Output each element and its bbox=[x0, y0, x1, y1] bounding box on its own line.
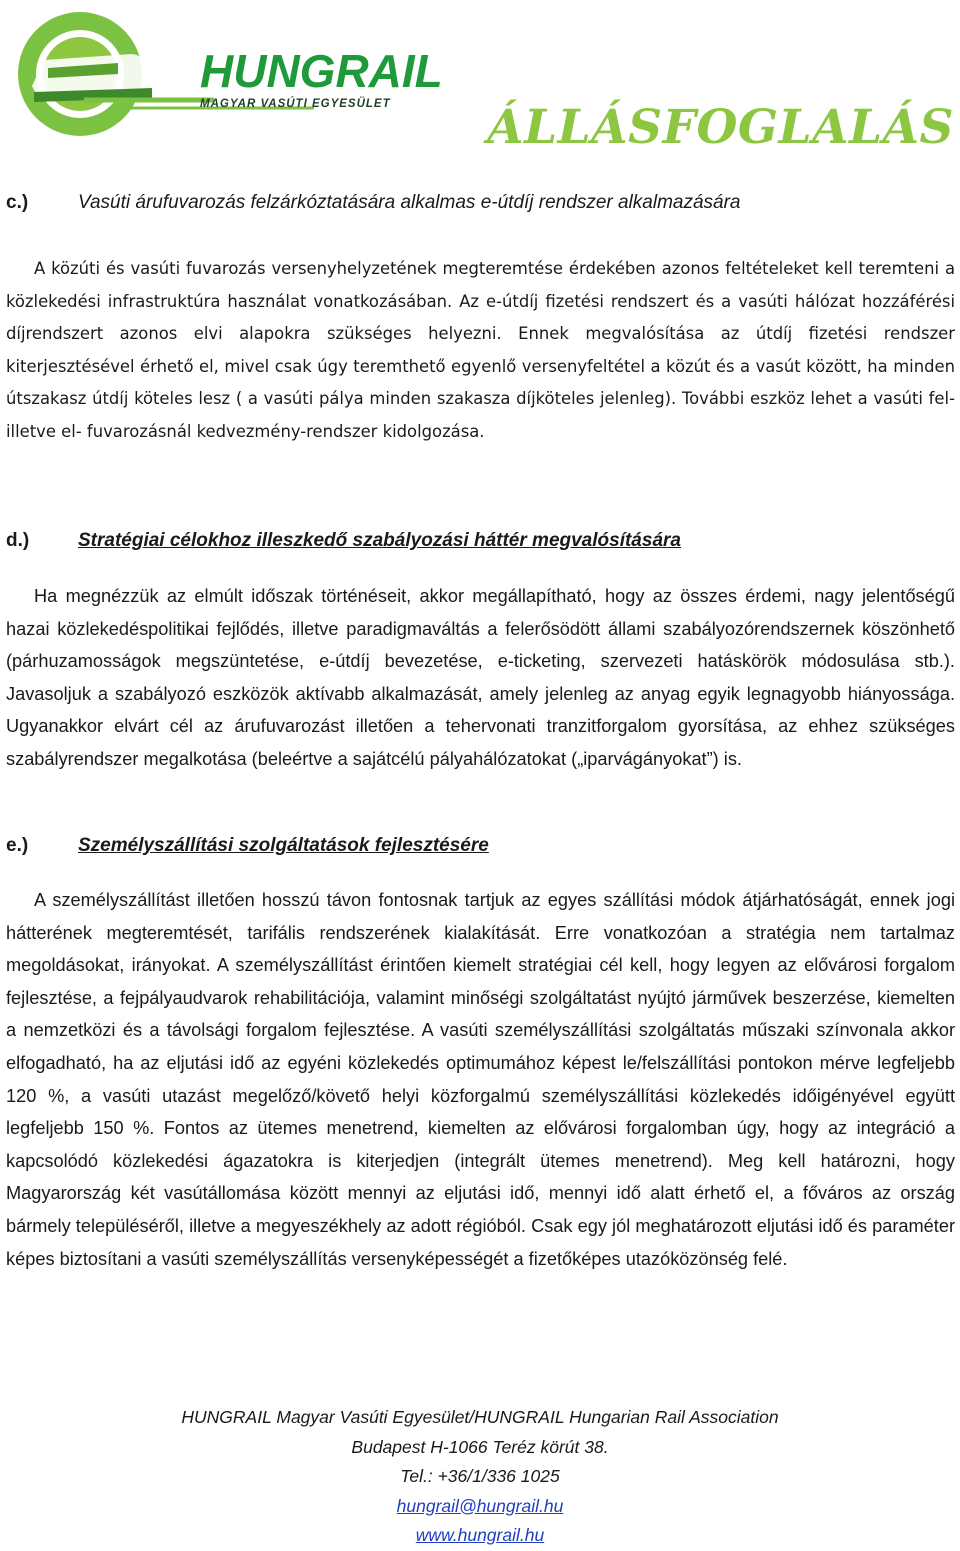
section-e-body: A személyszállítást illetően hosszú távon fontosnak tartjuk az egyes szállítási módok átjárhatóságát, ennek jogi hátterének megteremtését, tarifális rendszerének kialakítását. Erre vonatkozóan a stratégia nem tartalmaz megoldásokat, irányokat. A személyszállítást érintően kiemelt stratégiai cél kell, hogy legyen az elővárosi forgalom fejlesztése, a fejpályaudvarok rehabilitációja, valamint minőségi szolgáltatást nyújtó járművek beszerzése, kiemelten a nemzetközi és a távolsági forgalom fejlesztése. A vasúti személyszállítási szolgáltatás műszaki színvonala akkor elfogadható, ha az eljutási idő az egyéni közlekedés optimumához képest le/felszállítási pontokon mérve legfeljebb 120 %, a vasúti utazást megelőző/követő helyi közforgalmú személyszállítási közlekedés időigényével együtt legfeljebb 150 %. Fontos az ütemes menetrend, kiemelten az elővárosi forgalomban úgy, hogy az integráció a kapcsolódó közlekedési ágazatokra is kiterjedjen (integrált ütemes menetrend). Meg kell határozni, hogy Magyarország két vasútállomása között mennyi az eljutási idő, mennyi idő alatt érhető el, a főváros az ország bármely településéről, illetve a megyeszékhely az adott régióból. Csak egy jól meghatározott eljutási idő és paraméter képes biztosítani a vasúti személyszállítás versenyképességét a fizetőképes utazóközönség felé. bbox=[6, 890, 955, 1269]
footer-org: HUNGRAIL Magyar Vasúti Egyesület/HUNGRAIL Hungarian Rail Association bbox=[181, 1407, 779, 1427]
footer-address: Budapest H-1066 Teréz körút 38. bbox=[351, 1436, 609, 1457]
section-c-letter: c.) bbox=[6, 192, 29, 213]
section-d-title: Stratégiai célokhoz illeszkedő szabályozási háttér megvalósítására bbox=[78, 530, 681, 551]
logo-subtitle: MAGYAR VASÚTI EGYESÜLET bbox=[200, 98, 391, 110]
section-c-body: A közúti és vasúti fuvarozás versenyhelyzetének megteremtése érdekében azonos feltételeket kell teremteni a közlekedési infrastruktúra használat vonatkozásában. Az e-útdíj fizetési rendszert és a vasúti hálózat hozzáférési díjrendszert azonos elvi alapokra szükséges helyezni. Ennek megvalósítása az útdíj fizetési rendszer kiterjesztésével érhető el, mivel csak úgy teremthető egyenlő versenyfeltétel a közút és a vasút között, ha minden útszakasz útdíj köteles lesz ( a vasúti pálya minden szakasza díjköteles jelenleg). További eszköz lehet a vasúti fel- illetve el- fuvarozásnál kedvezmény-rendszer kidolgozása. bbox=[6, 259, 955, 441]
section-d-body: Ha megnézzük az elmúlt időszak történéseit, akkor megállapítható, hogy az összes érdemi, nagy jelentőségű hazai közlekedéspolitikai fejlődés, illetve paradigmaváltás a felerősödött állami szabályozórendszernek köszönhető (párhuzamosságok megszüntetése, e-útdíj bevezetése, e-ticketing, szervezeti hatáskörök módosulása stb.). Javasoljuk a szabályozó eszközök aktívabb alkalmazását, amely jelenleg az anyag egyik legnagyobb hiányossága. Ugyanakkor elvárt cél az árufuvarozást illetően a tehervonati tranzitforgalom gyorsítása, az ehhez szükséges szabályrendszer megalkotása (beleértve a sajátcélú pályahálózatokat („iparvágányokat”) is. bbox=[6, 586, 955, 769]
hungrail-logo bbox=[14, 8, 454, 138]
section-e-title: Személyszállítási szolgáltatások fejlesztésére bbox=[78, 835, 489, 856]
section-c-heading bbox=[6, 192, 741, 214]
section-e-letter: e.) bbox=[6, 835, 29, 856]
footer bbox=[0, 1403, 960, 1551]
section-d-heading bbox=[6, 530, 681, 552]
logo-wordmark: HUNGRAIL bbox=[200, 45, 443, 97]
section-e-heading bbox=[6, 835, 489, 857]
section-c-title: Vasúti árufuvarozás felzárkóztatására alkalmas e-útdíj rendszer alkalmazására bbox=[78, 192, 741, 213]
document-title: ÁLLÁSFOGLALÁS bbox=[487, 100, 954, 155]
footer-email-link[interactable]: hungrail@hungrail.hu bbox=[396, 1495, 564, 1516]
footer-phone: Tel.: +36/1/336 1025 bbox=[400, 1466, 560, 1486]
section-d-letter: d.) bbox=[6, 530, 30, 551]
footer-website-link[interactable]: www.hungrail.hu bbox=[415, 1525, 545, 1545]
